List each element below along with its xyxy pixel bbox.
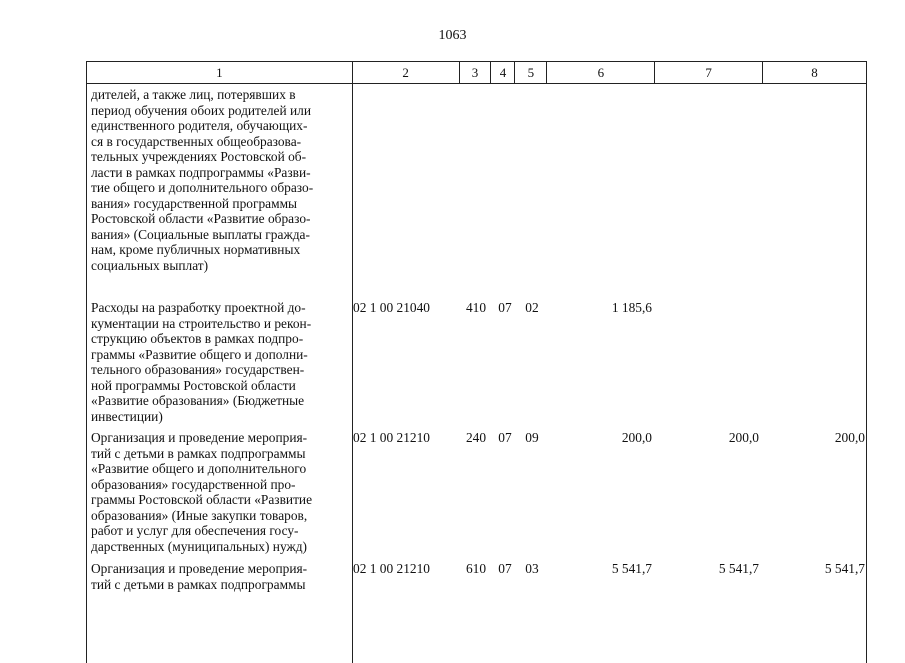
amount-col-6: 5 541,7 bbox=[611, 561, 652, 576]
row-description: Организация и проведение мероприя- тий с детьми в рамках подпрограммы bbox=[91, 561, 308, 592]
column-header-8: 8 bbox=[763, 62, 867, 83]
column-header-6: 6 bbox=[547, 62, 655, 83]
section-code: 07 bbox=[498, 300, 512, 315]
row-description: Расходы на разработку проектной до- кументации на строительство и рекон- струкцию объектов в рамках подпро- граммы «Развитие общего и дополни- тельного образования» государствен- ной программы Ростовской области «Развитие образования» (Бюджетные инвестиции) bbox=[91, 300, 312, 424]
budget-table bbox=[86, 61, 867, 663]
amount-col-8: 200,0 bbox=[834, 430, 865, 445]
target-article-code: 02 1 00 21210 bbox=[353, 561, 430, 576]
subsection-code: 09 bbox=[525, 430, 539, 445]
page-number: 1063 bbox=[438, 28, 467, 43]
column-header-7: 7 bbox=[655, 62, 763, 83]
row-description: дителей, а также лиц, потерявших в период обучения обоих родителей или единственного родителя, обучающих- ся в государственных общеобразова- тельных учреждениях Ростовской об- ласти в рамках подпрограммы «Разви- тие общего и дополнительного образо- вания» государственной программы Ростовской области «Развитие образо- вания» (Социальные выплаты гражда- нам, кроме публичных нормативных социальных выплат) bbox=[91, 87, 314, 273]
amount-col-7: 5 541,7 bbox=[718, 561, 759, 576]
column-header-2: 2 bbox=[353, 62, 460, 83]
expense-type-code: 240 bbox=[465, 430, 487, 445]
section-code: 07 bbox=[498, 430, 512, 445]
expense-type-code: 610 bbox=[465, 561, 487, 576]
amount-col-6: 200,0 bbox=[621, 430, 652, 445]
amount-col-8: 5 541,7 bbox=[824, 561, 865, 576]
column-header-4: 4 bbox=[491, 62, 515, 83]
expense-type-code: 410 bbox=[465, 300, 487, 315]
table-header-row bbox=[86, 61, 867, 84]
subsection-code: 02 bbox=[525, 300, 539, 315]
target-article-code: 02 1 00 21040 bbox=[353, 300, 430, 315]
table-body bbox=[86, 84, 867, 663]
column-header-3: 3 bbox=[460, 62, 492, 83]
section-code: 07 bbox=[498, 561, 512, 576]
amount-col-6: 1 185,6 bbox=[611, 300, 652, 315]
amount-col-7: 200,0 bbox=[728, 430, 759, 445]
column-header-5: 5 bbox=[515, 62, 547, 83]
column-header-1: 1 bbox=[87, 62, 353, 83]
subsection-code: 03 bbox=[525, 561, 539, 576]
target-article-code: 02 1 00 21210 bbox=[353, 430, 430, 445]
row-description: Организация и проведение мероприя- тий с детьми в рамках подпрограммы «Развитие общего и дополнительного образования» государственной про- граммы Ростовской области «Развитие образования» (Иные закупки товаров, работ и услуг для обеспечения госу- дарственных (муниципальных) нужд) bbox=[91, 430, 313, 554]
